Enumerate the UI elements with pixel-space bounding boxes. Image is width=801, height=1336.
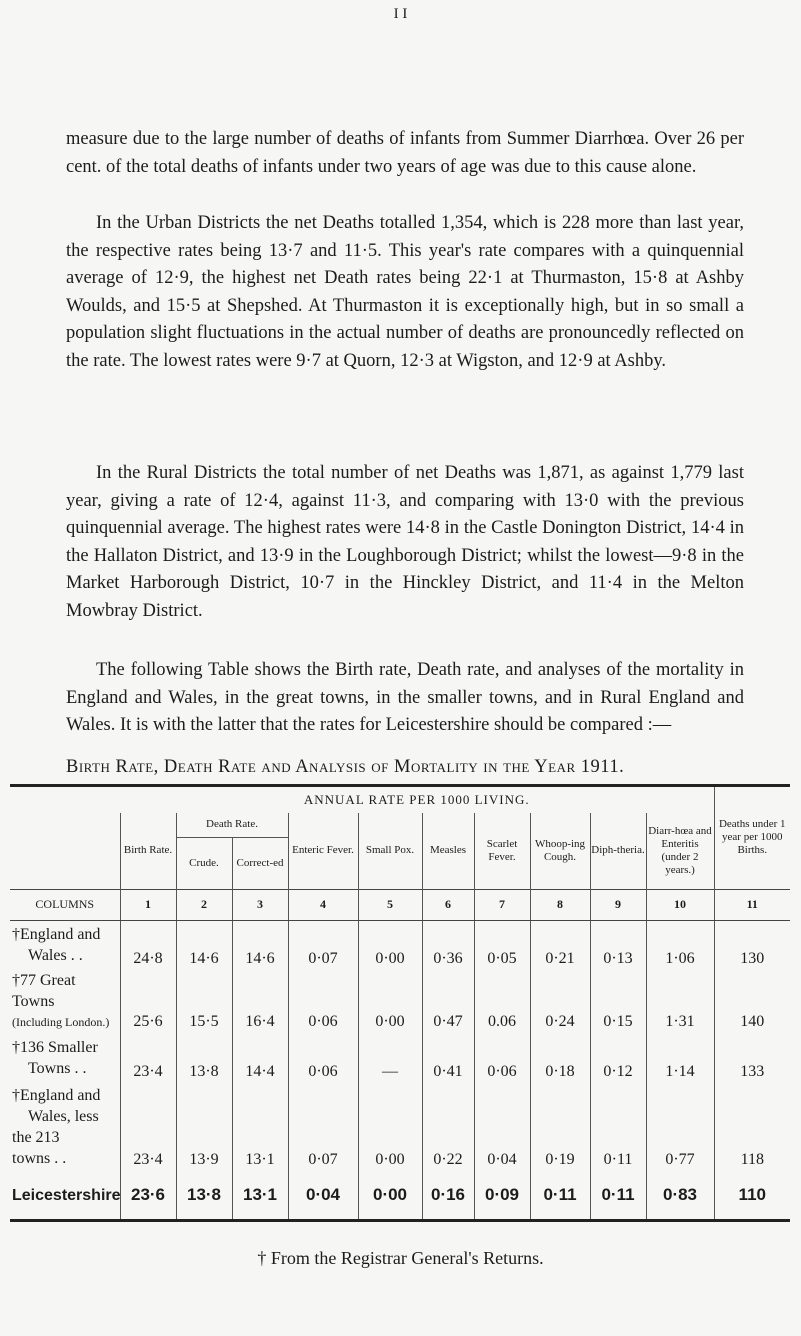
header-corrected: Correct-ed [232, 837, 288, 889]
cell-diphtheria: 0·11 [590, 1171, 646, 1221]
col-num-2: 2 [176, 889, 232, 920]
cell-deaths-under: 140 [714, 970, 790, 1033]
cell-scarlet: 0·06 [474, 1033, 530, 1083]
cell-smallpox: — [358, 1033, 422, 1083]
cell-diarrhoea: 1·14 [646, 1033, 714, 1083]
cell-whooping: 0·11 [530, 1171, 590, 1221]
cell-corrected: 13·1 [232, 1083, 288, 1171]
cell-whooping: 0·24 [530, 970, 590, 1033]
cell-whooping: 0·21 [530, 920, 590, 970]
table-row [10, 1083, 790, 1171]
col-num-3: 3 [232, 889, 288, 920]
paragraph-4: The following Table shows the Birth rate, Death rate, and analyses of the mortality in England and Wales, in the great towns, in the smaller towns, and in Rural England and Wales. It is with the latter that the rates for Leicestershire should be compared :— [66, 660, 744, 736]
cell-smallpox: 0·00 [358, 920, 422, 970]
cell-birth: 24·8 [120, 920, 176, 970]
cell-measles: 0·41 [422, 1033, 474, 1083]
footnote: † From the Registrar General's Returns. [257, 1248, 544, 1268]
cell-birth: 23·4 [120, 1083, 176, 1171]
row-label: †England and Wales, less the 213 towns . . [12, 1087, 101, 1167]
table-row-leicestershire [10, 1171, 790, 1221]
cell-birth: 23·6 [120, 1171, 176, 1221]
cell-diarrhoea: 0·77 [646, 1083, 714, 1171]
header-death-rate: Death Rate. [176, 813, 288, 837]
cell-smallpox: 0·00 [358, 1171, 422, 1221]
cell-corrected: 16·4 [232, 970, 288, 1033]
page-number: I I [393, 6, 408, 22]
cell-diarrhoea: 1·31 [646, 970, 714, 1033]
group-header: ANNUAL RATE PER 1000 LIVING. [303, 792, 530, 807]
header-birth-rate: Birth Rate. [120, 813, 176, 889]
cell-birth: 25·6 [120, 970, 176, 1033]
cell-enteric: 0·07 [288, 1083, 358, 1171]
cell-scarlet: 0·09 [474, 1171, 530, 1221]
col-num-11: 11 [714, 889, 790, 920]
cell-whooping: 0·19 [530, 1083, 590, 1171]
paragraph-1: measure due to the large number of deaths of infants from Summer Diarrhœa. Over 26 per cent. of the total deaths of infants under two years of age was due to this cause alone. [66, 129, 744, 177]
col-num-9: 9 [590, 889, 646, 920]
cell-scarlet: 0·04 [474, 1083, 530, 1171]
header-deaths-under: Deaths under 1 year per 1000 Births. [714, 786, 790, 890]
cell-enteric: 0·06 [288, 970, 358, 1033]
cell-deaths-under: 133 [714, 1033, 790, 1083]
col-num-10: 10 [646, 889, 714, 920]
table-row [10, 920, 790, 970]
columns-label: COLUMNS [10, 889, 120, 920]
col-num-6: 6 [422, 889, 474, 920]
table-row [10, 1033, 790, 1083]
col-num-8: 8 [530, 889, 590, 920]
cell-enteric: 0·04 [288, 1171, 358, 1221]
cell-diphtheria: 0·12 [590, 1033, 646, 1083]
cell-deaths-under: 110 [714, 1171, 790, 1221]
row-label: †77 Great Towns (Including London.) [12, 972, 110, 1029]
header-measles: Measles [422, 813, 474, 889]
cell-measles: 0·16 [422, 1171, 474, 1221]
cell-corrected: 14·4 [232, 1033, 288, 1083]
cell-smallpox: 0·00 [358, 1083, 422, 1171]
cell-diarrhoea: 1·06 [646, 920, 714, 970]
cell-enteric: 0·06 [288, 1033, 358, 1083]
cell-corrected: 14·6 [232, 920, 288, 970]
cell-enteric: 0·07 [288, 920, 358, 970]
cell-diarrhoea: 0·83 [646, 1171, 714, 1221]
cell-measles: 0·36 [422, 920, 474, 970]
cell-crude: 13·8 [176, 1171, 232, 1221]
table-title: Birth Rate, Death Rate and Analysis of Mortality in the Year 1911. [66, 757, 625, 777]
row-label: Leicestershire [12, 1186, 121, 1204]
cell-crude: 13·9 [176, 1083, 232, 1171]
col-num-5: 5 [358, 889, 422, 920]
mortality-table [10, 784, 790, 1246]
cell-diphtheria: 0·15 [590, 970, 646, 1033]
header-smallpox: Small Pox. [358, 813, 422, 889]
header-enteric: Enteric Fever. [288, 813, 358, 889]
cell-whooping: 0·18 [530, 1033, 590, 1083]
cell-scarlet: 0.06 [474, 970, 530, 1033]
cell-diphtheria: 0·13 [590, 920, 646, 970]
col-num-4: 4 [288, 889, 358, 920]
col-num-1: 1 [120, 889, 176, 920]
cell-corrected: 13·1 [232, 1171, 288, 1221]
paragraph-2: In the Urban Districts the net Deaths totalled 1,354, which is 228 more than last year, the respective rates being 13·7 and 11·5. This year's rate compares with a quinquennial average of 12·9, the highest net Death rates being 22·1 at Thurmaston, 15·8 at Ashby Woulds, and 15·5 at Shepshed. At Thurmaston it is exceptionally high, but in so small a population slight fluctuations in the actual number of deaths are pronouncedly reflected on the rate. The lowest rates were 9·7 at Quorn, 12·3 at Wigston, and 12·9 at Ashby. [66, 213, 744, 371]
header-diphtheria: Diph-theria. [590, 813, 646, 889]
header-whooping: Whoop-ing Cough. [530, 813, 590, 889]
row-label: †England and Wales . . [12, 926, 101, 965]
cell-crude: 15·5 [176, 970, 232, 1033]
header-crude: Crude. [176, 837, 232, 889]
cell-crude: 14·6 [176, 920, 232, 970]
cell-deaths-under: 130 [714, 920, 790, 970]
cell-deaths-under: 118 [714, 1083, 790, 1171]
paragraph-3: In the Rural Districts the total number of net Deaths was 1,871, as against 1,779 last year, giving a rate of 12·4, against 11·3, and comparing with 13·0 with the previous quinquennial average. The highest rates were 14·8 in the Castle Donington District, 14·4 in the Hallaton District, and 13·9 in the Loughborough District; whilst the lowest—9·8 in the Market Harborough District, 10·7 in the Hinckley District, and 11·4 in the Melton Mowbray District. [66, 463, 744, 621]
header-diarrhoea: Diarr-hœa and Enteritis (under 2 years.) [646, 813, 714, 889]
row-label: †136 Smaller Towns . . [12, 1039, 98, 1077]
header-scarlet: Scarlet Fever. [474, 813, 530, 889]
cell-scarlet: 0·05 [474, 920, 530, 970]
cell-measles: 0·22 [422, 1083, 474, 1171]
cell-diphtheria: 0·11 [590, 1083, 646, 1171]
cell-birth: 23·4 [120, 1033, 176, 1083]
cell-measles: 0·47 [422, 970, 474, 1033]
cell-crude: 13·8 [176, 1033, 232, 1083]
col-num-7: 7 [474, 889, 530, 920]
table-row [10, 970, 790, 1033]
cell-smallpox: 0·00 [358, 970, 422, 1033]
